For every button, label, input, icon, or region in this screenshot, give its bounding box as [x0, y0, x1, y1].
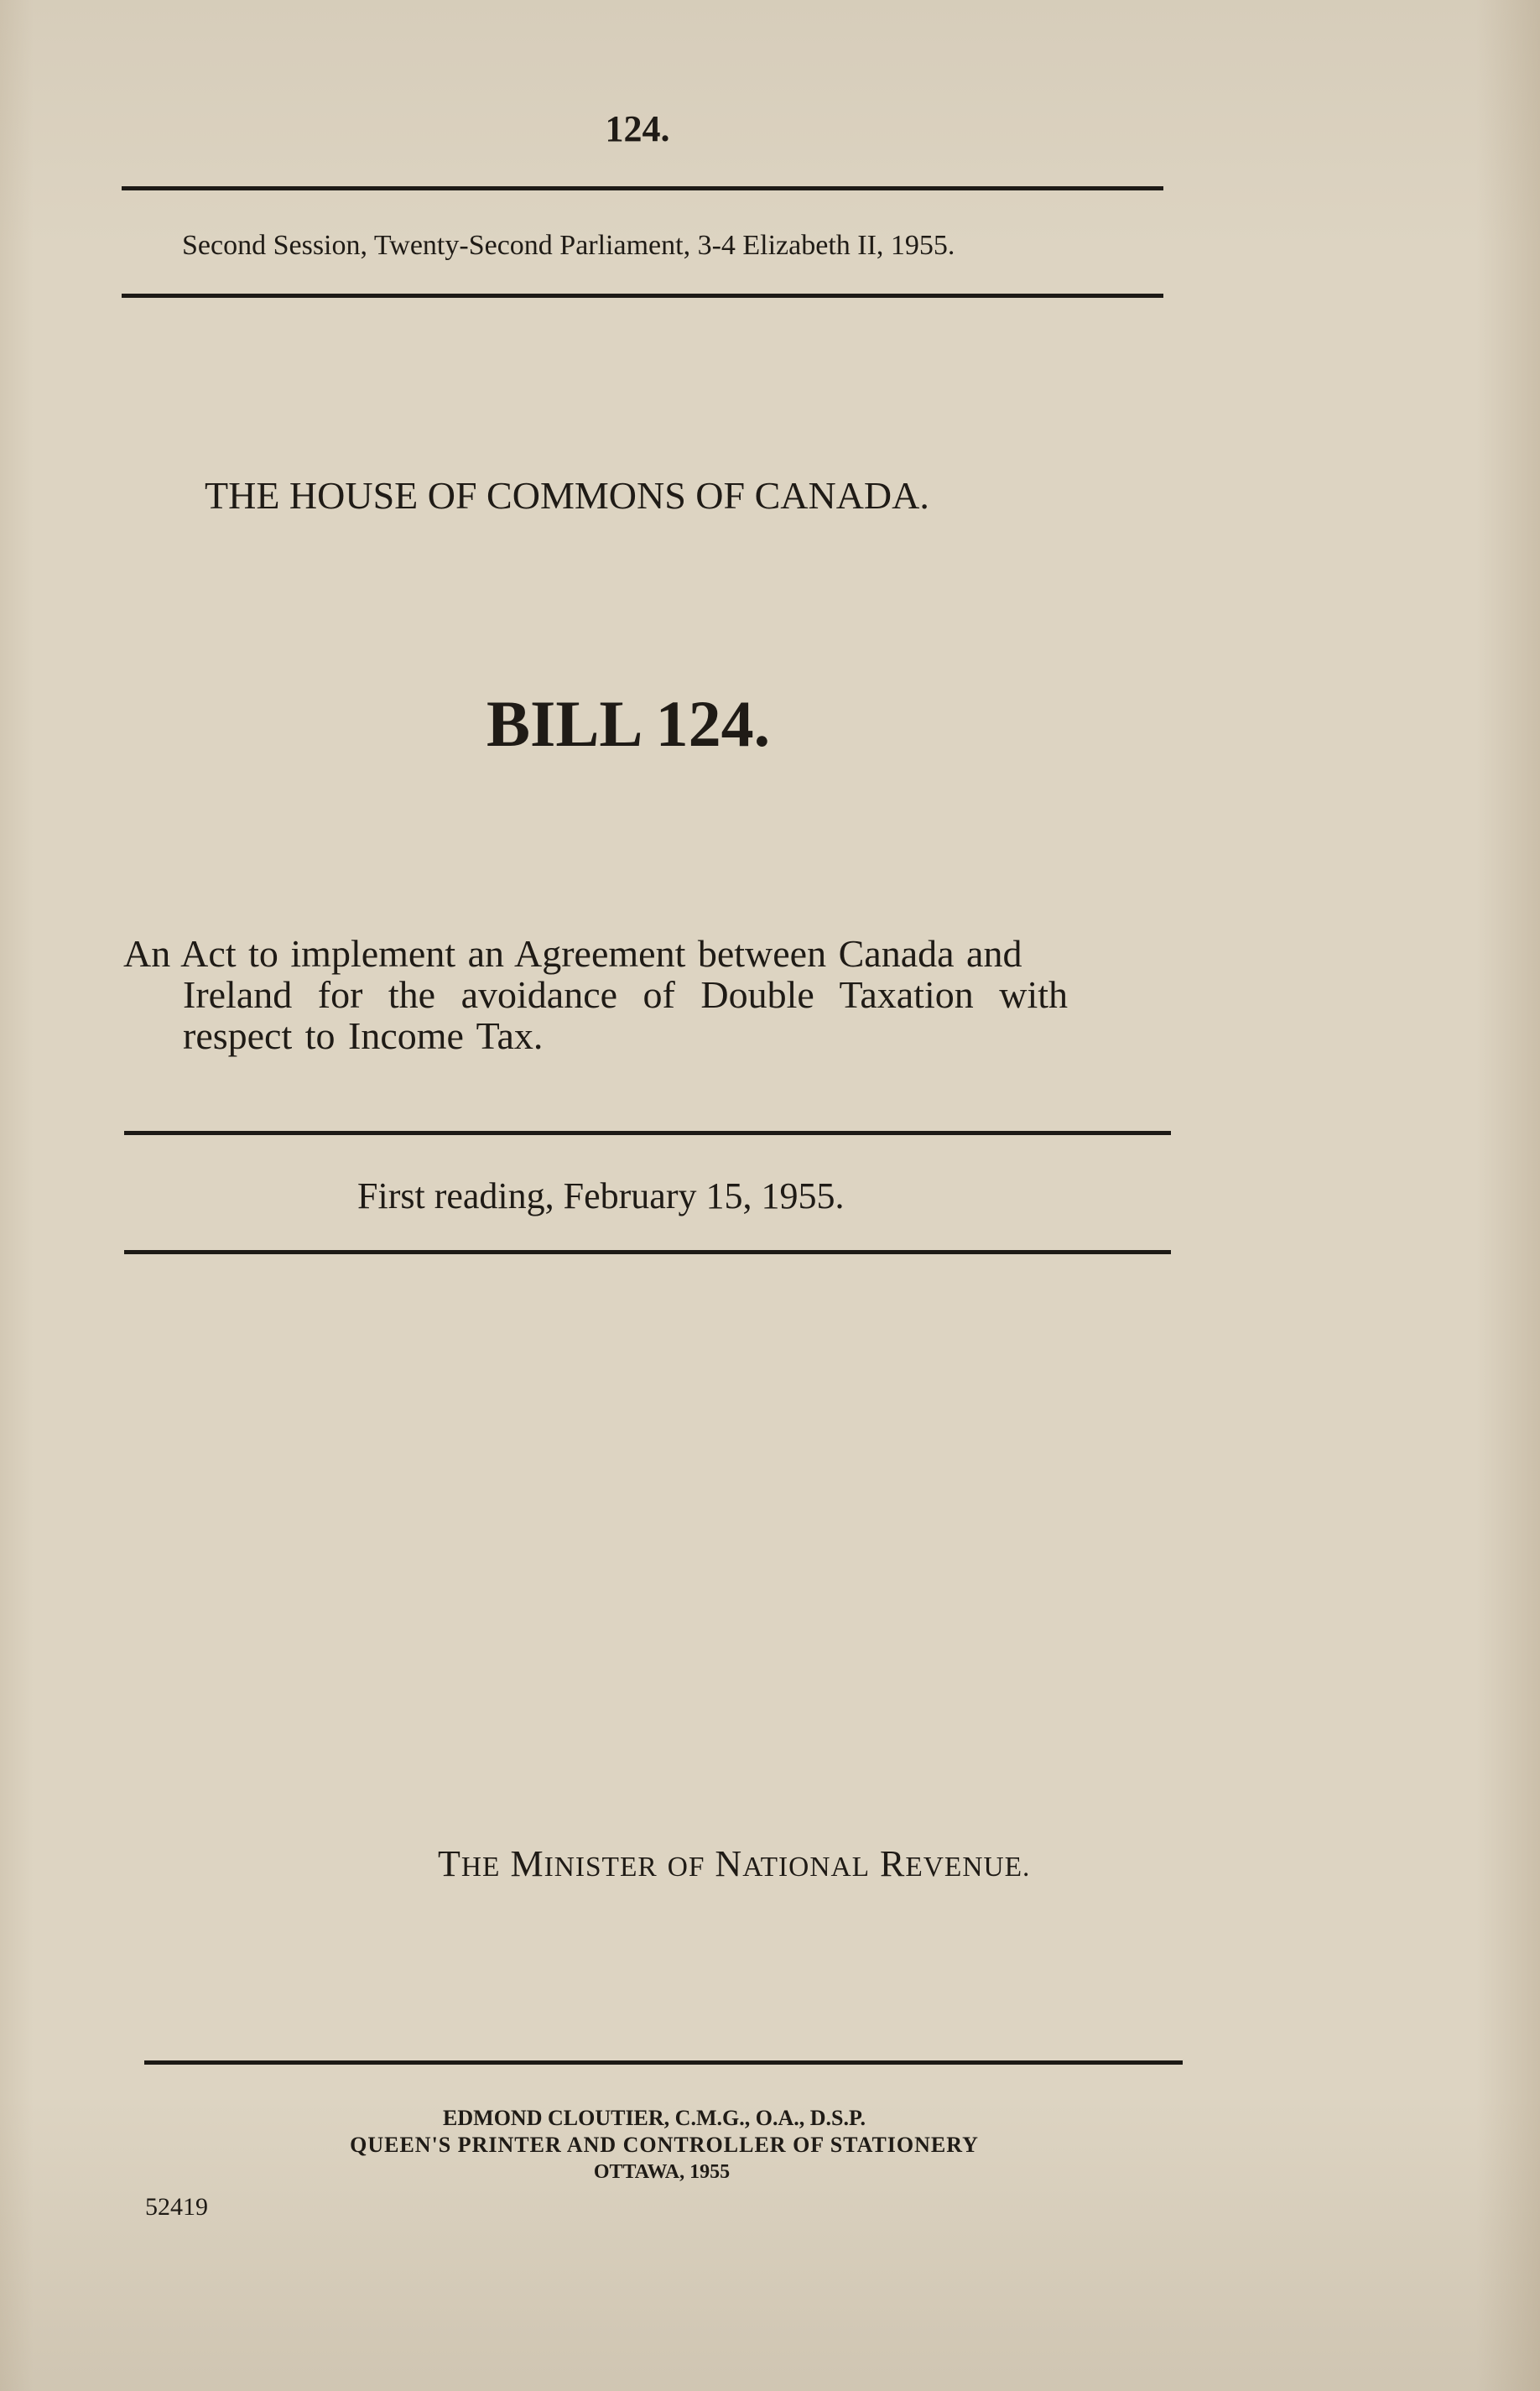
first-reading: First reading, February 15, 1955.: [357, 1175, 845, 1216]
printer-line-1: EDMOND CLOUTIER, C.M.G., O.A., D.S.P.: [443, 2106, 866, 2130]
session-line: Second Session, Twenty-Second Parliament, 3-4 Elizabeth II, 1955.: [182, 230, 955, 261]
printer-line-3: OTTAWA, 1955: [593, 2161, 731, 2183]
minister-w5-cap: R: [880, 1843, 906, 1884]
top-rule-1: [122, 186, 1163, 190]
minister-w1-cap: T: [438, 1843, 461, 1884]
top-rule-2: [122, 294, 1163, 298]
act-title-line-3: respect to Income Tax.: [183, 1014, 544, 1057]
minister-w3: OF: [667, 1852, 705, 1883]
minister-w2-cap: M: [510, 1843, 544, 1884]
act-title-line-2: Ireland for the avoidance of Double Taxation with: [183, 973, 1068, 1016]
minister-line: [438, 1842, 1030, 1885]
print-code: 52419: [145, 2193, 208, 2221]
page-number: 124.: [605, 108, 670, 149]
mid-rule-2: [124, 1250, 1171, 1254]
bottom-rule: [144, 2060, 1183, 2065]
minister-w1-rest: HE: [460, 1852, 501, 1883]
minister-w5-rest: EVENUE.: [905, 1852, 1031, 1883]
minister-w4-rest: ATIONAL: [742, 1852, 871, 1883]
bill-title: BILL 124.: [486, 687, 771, 760]
minister-w2-rest: INISTER: [544, 1852, 658, 1883]
mid-rule-1: [124, 1131, 1171, 1135]
minister-w4-cap: N: [715, 1843, 743, 1884]
house-title: THE HOUSE OF COMMONS OF CANADA.: [205, 474, 929, 517]
printer-line-2: QUEEN'S PRINTER AND CONTROLLER OF STATIONERY: [350, 2133, 979, 2157]
act-title-line-1: An Act to implement an Agreement between Canada and: [123, 932, 1022, 975]
